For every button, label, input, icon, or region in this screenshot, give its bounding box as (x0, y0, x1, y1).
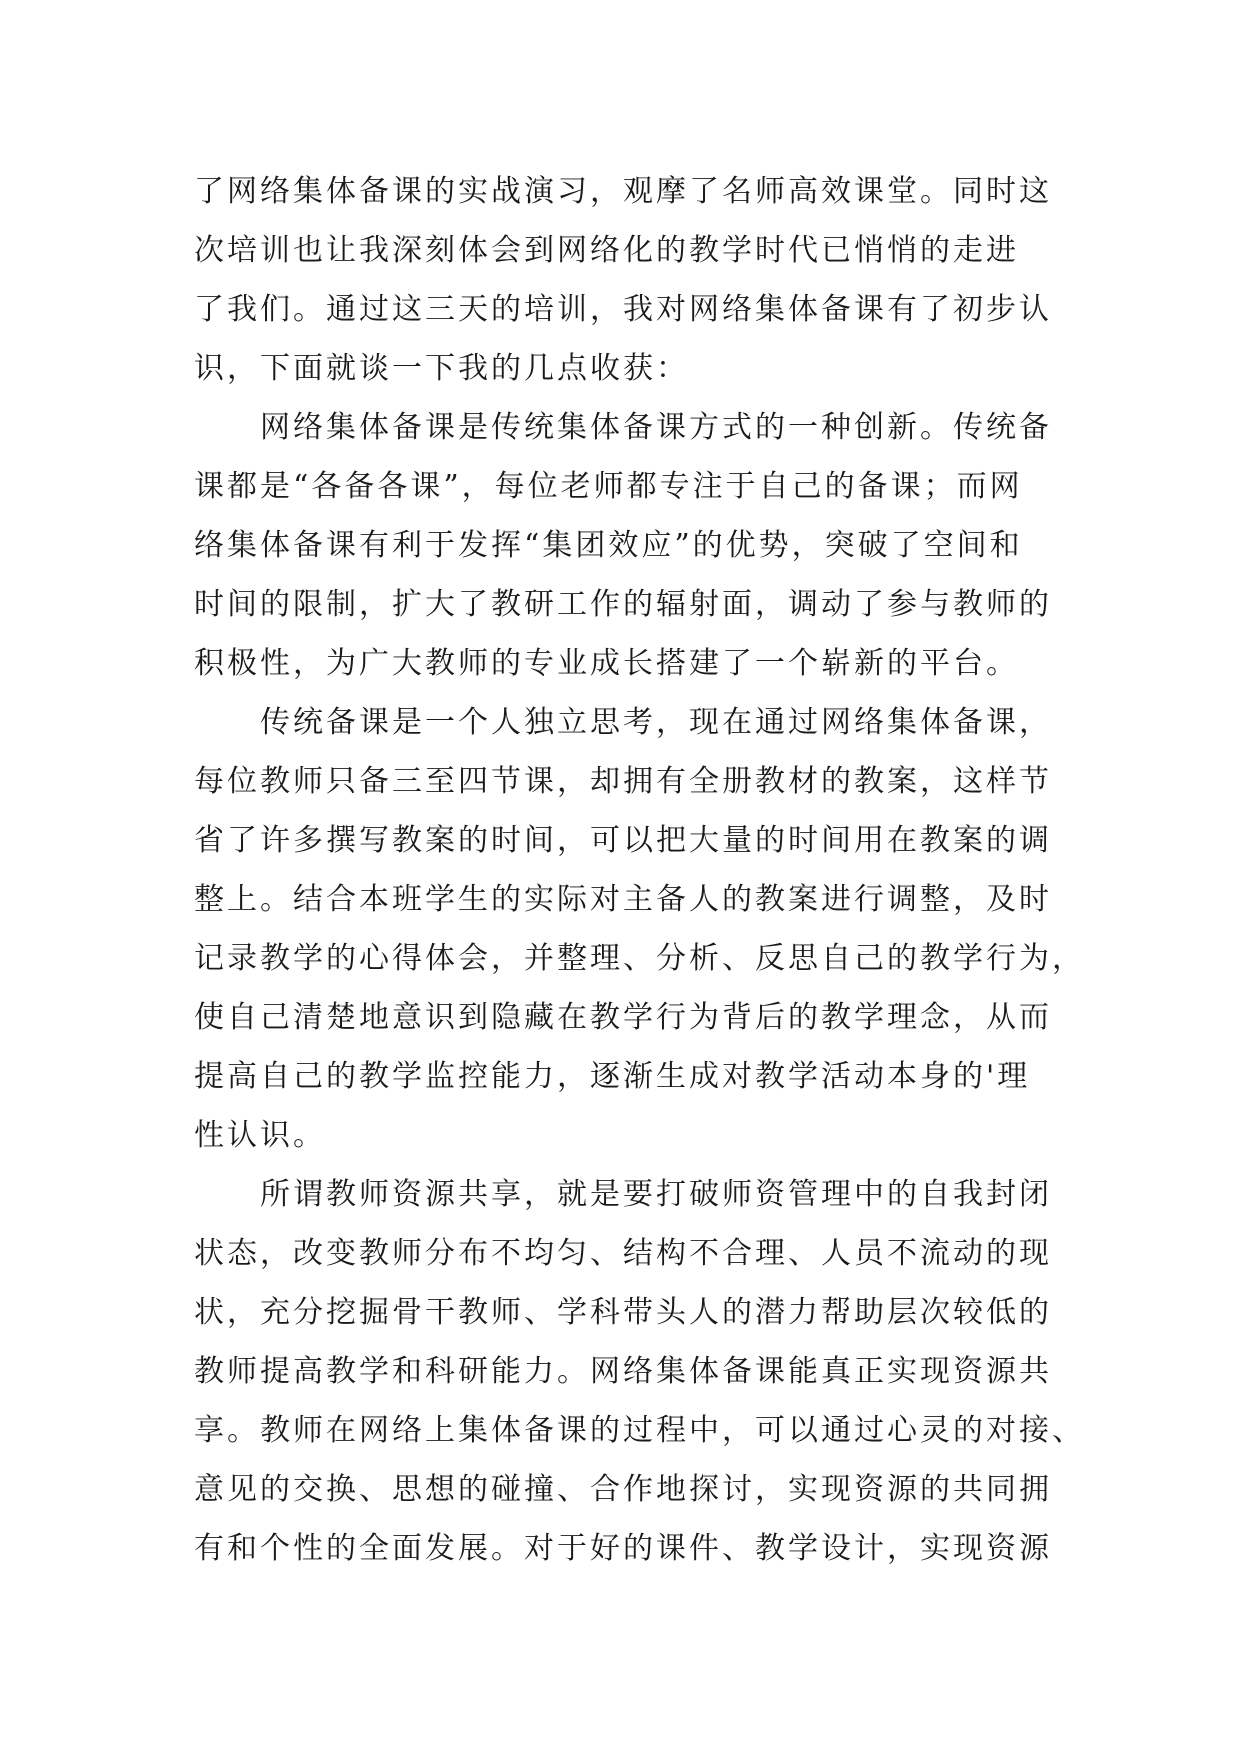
text-line: 状，充分挖掘骨干教师、学科带头人的潜力帮助层次较低的 (194, 1295, 1052, 1330)
text-line: 了我们。通过这三天的培训，我对网络集体备课有了初步认 (194, 292, 1052, 327)
paragraph-first-line: 网络集体备课是传统集体备课方式的一种创新。传统备 (260, 410, 1052, 445)
text-line: 教师提高教学和科研能力。网络集体备课能真正实现资源共 (194, 1354, 1052, 1389)
paragraph-first-line: 传统备课是一个人独立思考，现在通过网络集体备课， (260, 705, 1052, 740)
text-line: 状态，改变教师分布不均匀、结构不合理、人员不流动的现 (194, 1236, 1052, 1271)
body-text (194, 162, 1085, 1578)
text-line: 记录教学的心得体会，并整理、分析、反思自己的教学行为， (194, 941, 1085, 976)
text-line: 性认识。 (194, 1118, 326, 1153)
text-line: 每位教师只备三至四节课，却拥有全册教材的教案，这样节 (194, 764, 1052, 799)
text-line: 提高自己的教学监控能力，逐渐生成对教学活动本身的'理 (194, 1059, 1031, 1094)
text-line: 了网络集体备课的实战演习，观摩了名师高效课堂。同时这 (194, 174, 1052, 209)
text-line: 次培训也让我深刻体会到网络化的教学时代已悄悄的走进 (194, 233, 1019, 268)
text-line: 积极性，为广大教师的专业成长搭建了一个崭新的平台。 (194, 646, 1019, 681)
text-line: 整上。结合本班学生的实际对主备人的教案进行调整，及时 (194, 882, 1052, 917)
text-line: 识，下面就谈一下我的几点收获： (194, 351, 689, 386)
text-line: 络集体备课有利于发挥“集团效应”的优势，突破了空间和 (194, 528, 1023, 563)
text-line: 使自己清楚地意识到隐藏在教学行为背后的教学理念，从而 (194, 1000, 1052, 1035)
text-line: 意见的交换、思想的碰撞、合作地探讨，实现资源的共同拥 (194, 1472, 1052, 1507)
text-line: 省了许多撰写教案的时间，可以把大量的时间用在教案的调 (194, 823, 1052, 858)
paragraph-first-line: 所谓教师资源共享，就是要打破师资管理中的自我封闭 (260, 1177, 1052, 1212)
text-line: 时间的限制，扩大了教研工作的辐射面，调动了参与教师的 (194, 587, 1052, 622)
text-line: 享。教师在网络上集体备课的过程中，可以通过心灵的对接、 (194, 1413, 1085, 1448)
text-line: 课都是“各备各课”，每位老师都专注于自己的备课；而网 (194, 469, 1023, 504)
text-line: 有和个性的全面发展。对于好的课件、教学设计，实现资源 (194, 1531, 1052, 1566)
